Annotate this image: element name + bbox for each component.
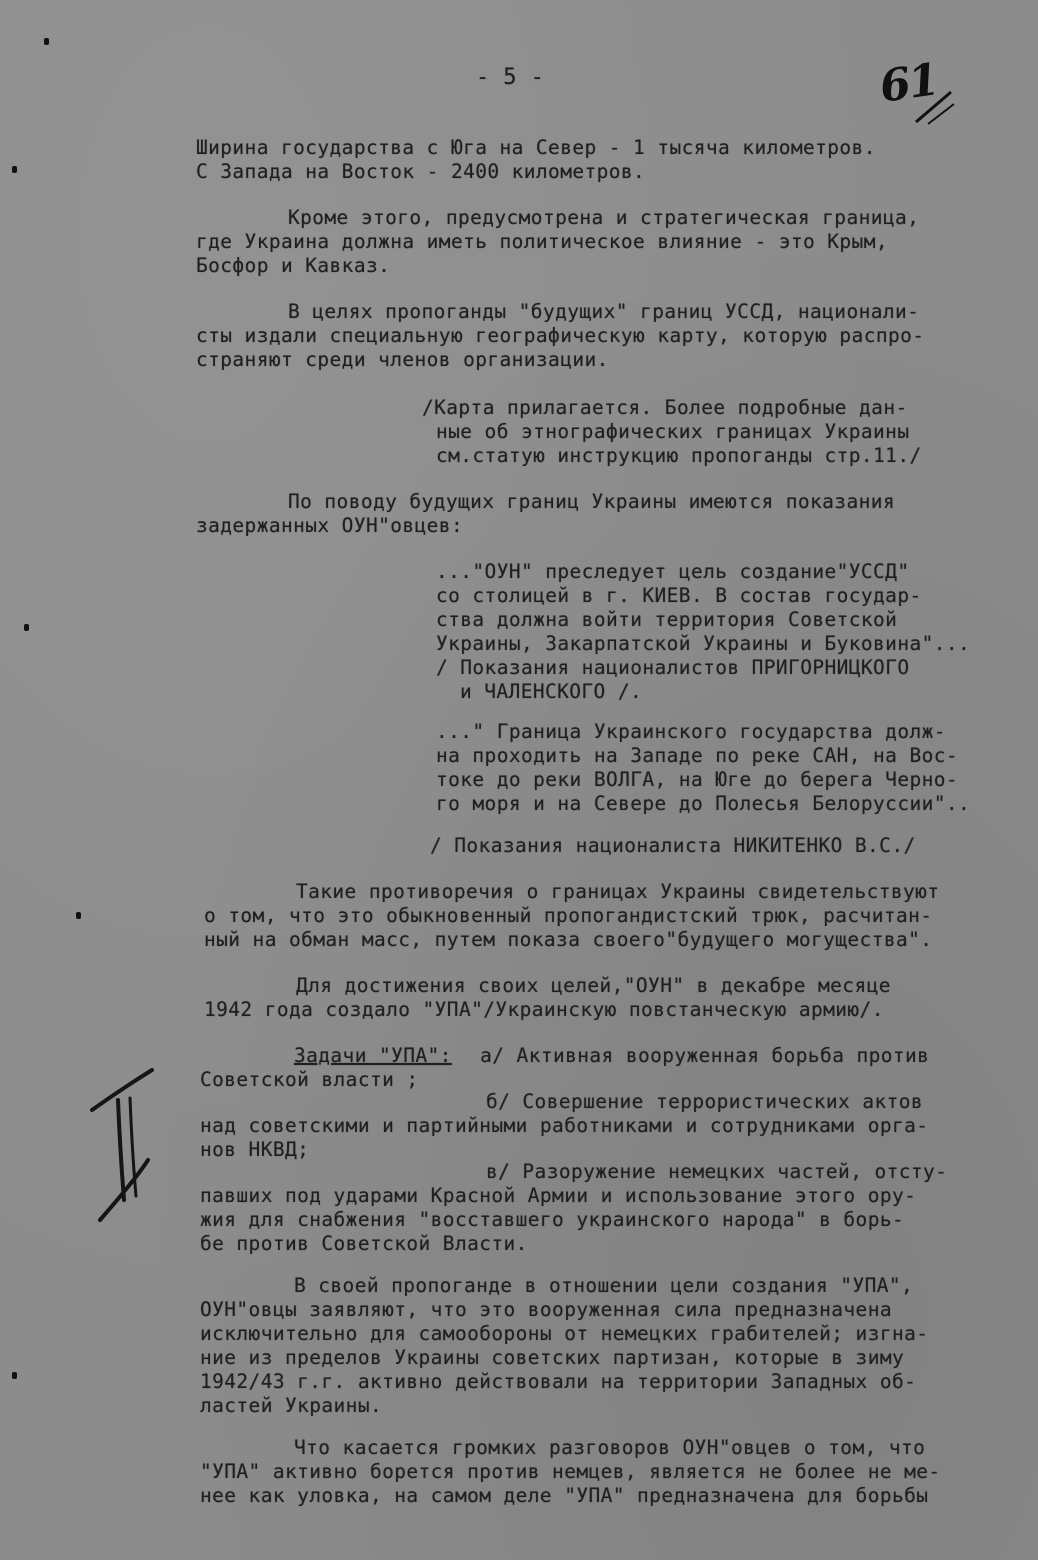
text-line: над советскими и партийными работниками и сотрудниками орга- [200,1114,929,1137]
text-line: ОУН"овцы заявляют, что это вооруженная сила предназначена [200,1298,892,1321]
page-number: - 5 - [476,65,545,90]
text-line: где Украина должна иметь политическое влияние - это Крым, [196,230,888,253]
text-line: Что касается громких разговоров ОУН"овцев о том, что [294,1436,926,1459]
note-line: ные об этнографических границах Украины [436,420,910,443]
text-line: исключительно для самообороны от немецких грабителей; изгна- [200,1322,929,1345]
scan-speck [24,624,29,631]
text-line: Кроме этого, предусмотрена и стратегическая граница, [288,206,920,229]
quote-line: Украины, Закарпатской Украины и Буковина"... [436,632,971,655]
text-line: С Запада на Восток - 2400 километров. [196,160,646,183]
text-line: задержанных ОУН"овцев: [196,514,464,537]
text-line: нов НКВД; [200,1138,310,1161]
quote-line: токе до реки ВОЛГА, на Юге до берега Черно- [436,768,959,791]
quote-line: на проходить на Западе по реке САН, на Вос- [436,744,959,767]
text-line: а/ Активная вооруженная борьба против [468,1044,930,1067]
quote-line: ства должна войти территория Советской [436,608,898,631]
text-line: страняют среди членов организации. [196,348,609,371]
handwritten-folio: 61 [876,54,941,113]
text-line: По поводу будущих границ Украины имеются показания [288,490,895,513]
text-line: жия для снабжения "восставшего украинского народа" в борь- [200,1208,905,1231]
note-line: /Карта прилагается. Более подробные дан- [422,396,908,419]
note-line: см.статую инструкцию пропоганды стр.11./ [436,444,922,467]
text-line: павших под ударами Красной Армии и использование этого ору- [200,1184,917,1207]
text-line: ластей Украины. [200,1394,383,1417]
scan-speck [12,166,17,173]
quote-line: / Показания националистов ПРИГОРНИЦКОГО [436,656,910,679]
quote-line: го моря и на Севере до Полесья Белоруссии".. [436,792,971,815]
text-line: Босфор и Кавказ. [196,254,391,277]
text-line: Советской власти ; [200,1068,419,1091]
scan-speck [44,38,49,45]
text-line: Ширина государства с Юга на Север - 1 тысяча километров. [196,136,876,159]
text-line: о том, что это обыкновенный пропогандистский трюк, расчитан- [204,904,933,927]
quote-line: со столицей в г. КИЕВ. В состав государ- [436,584,922,607]
text-line: бе против Советской Власти. [200,1232,528,1255]
text-line: 1942 года создало "УПА"/Украинскую повстанческую армию/. [204,998,884,1021]
text-line: б/ Совершение террористических актов [486,1090,924,1113]
text-line: "УПА" активно борется против немцев, является не более не ме- [200,1460,941,1483]
quote-line: и ЧАЛЕНСКОГО /. [460,680,643,703]
text-line: ние из пределов Украины советских партизан, которые в зиму [200,1346,905,1369]
text-line: Для достижения своих целей,"ОУН" в декабре месяце [296,974,891,997]
scan-speck [12,1372,17,1379]
folio-underline-mark [876,60,956,130]
margin-handwritten-mark [80,1060,180,1230]
text-line: В своей пропоганде в отношении цели создания "УПА", [294,1274,914,1297]
text-line: сты издали специальную географическую карту, которую распро- [196,324,925,347]
text-line: 1942/43 г.г. активно действовали на территории Западных об- [200,1370,917,1393]
text-line: ный на обман масс, путем показа своего"будущего могущества". [204,928,933,951]
scan-speck [76,912,81,919]
quote-line: ..."ОУН" преследует цель создание"УССД" [436,560,910,583]
quote-line: / Показания националиста НИКИТЕНКО В.С./ [430,834,916,857]
text-line: Такие противоречия о границах Украины свидетельствуют [296,880,940,903]
quote-line: ..." Граница Украинского государства долж- [436,720,946,743]
text-line: нее как уловка, на самом деле "УПА" предназначена для борьбы [200,1484,929,1507]
section-heading: Задачи "УПА": [294,1044,452,1067]
text-line: в/ Разоружение немецких частей, отсту- [486,1160,948,1183]
text-line: В целях пропоганды "будущих" границ УССД, национали- [288,300,920,323]
